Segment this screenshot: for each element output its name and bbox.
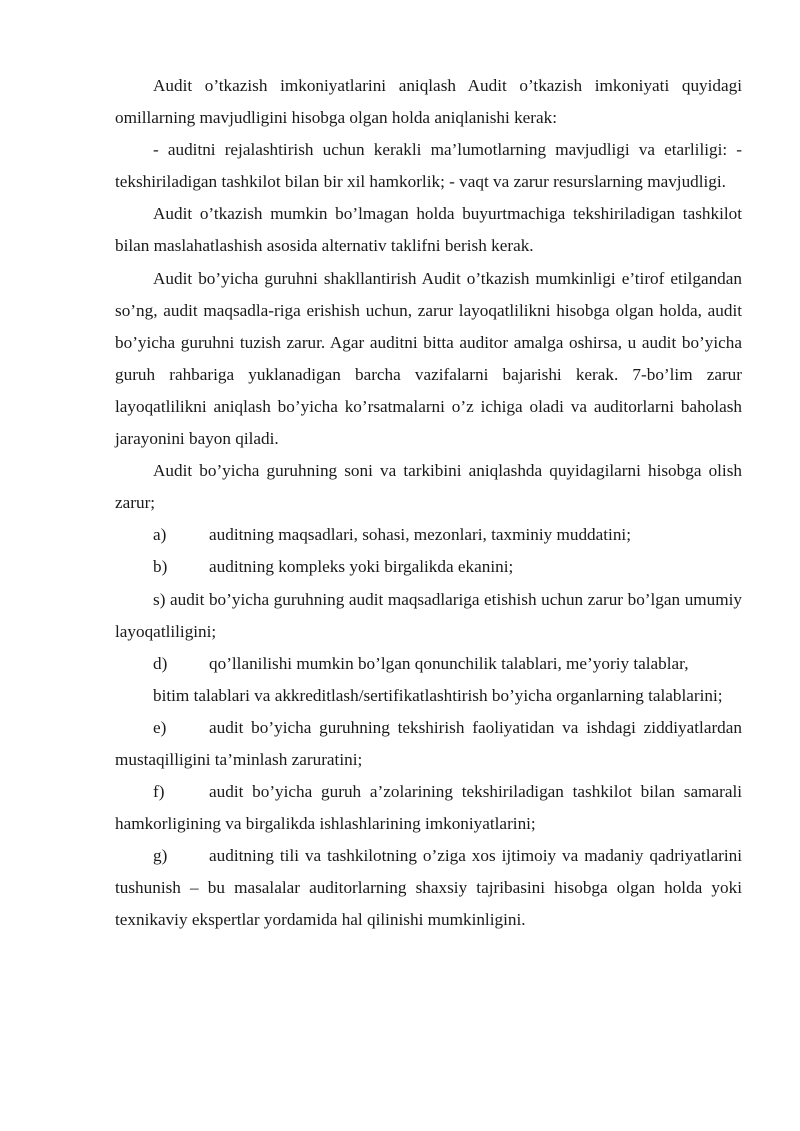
paragraph-team-composition: Audit bo’yicha guruhning soni va tarkibini aniqlashda quyidagilarni hisobga olish zarur;: [115, 461, 742, 513]
list-marker: b): [153, 557, 168, 577]
paragraph-feasibility-factors: - auditni rejalashtirish uchun kerakli ma’lumotlarning mavjudligi va etarliligi: - tekshiriladigan tashkilot bilan bir xil hamkorlik; - vaqt va zarur resurslarning mavjudligi.: [115, 140, 742, 192]
list-item-a: [115, 519, 742, 551]
list-marker: e): [153, 717, 167, 737]
list-item-d: [115, 648, 742, 680]
list-item-f: [115, 776, 742, 840]
list-marker: g): [153, 846, 168, 866]
list-marker: f): [153, 782, 165, 802]
list-item-text: auditning tili va tashkilotning o’ziga xos ijtimoiy va madaniy qadriyatlarini tushunish – bu masalalar auditorlarning shaxsiy tajribasini hisobga olgan holda yoki texnikaviy ekspertlar yordamida hal qilinishi mumkinligini.: [115, 846, 742, 930]
list-item-g: [115, 840, 742, 936]
list-item-text: auditning kompleks yoki birgalikda ekanini;: [209, 557, 514, 577]
list-item-d-continued: [115, 680, 742, 712]
list-item-text: s) audit bo’yicha guruhning audit maqsadlariga etishish uchun zarur bo’lgan umumiy layoqatliligini;: [115, 589, 742, 641]
list-item-text: auditning maqsadlari, sohasi, mezonlari, taxminiy muddatini;: [209, 525, 631, 545]
list-marker: a): [153, 525, 167, 545]
list-item-b: [115, 551, 742, 583]
document-page: [115, 70, 742, 937]
list-item-text: qo’llanilishi mumkin bo’lgan qonunchilik talablari, me’yoriy talablar,: [209, 653, 689, 673]
paragraph-audit-feasibility: Audit o’tkazish imkoniyatlarini aniqlash Audit o’tkazish imkoniyati quyidagi omillarning mavjudligini hisobga olgan holda aniqlanishi kerak:: [115, 76, 742, 128]
list-marker: d): [153, 653, 168, 673]
list-item-s: [115, 584, 742, 648]
paragraph-alternative-proposal: Audit o’tkazish mumkin bo’lmagan holda buyurtmachiga tekshiriladigan tashkilot bilan maslahatlashish asosida alternativ taklifni berish kerak.: [115, 204, 742, 256]
list-item-text: audit bo’yicha guruhning tekshirish faoliyatidan va ishdagi ziddiyatlardan mustaqilligini ta’minlash zaruratini;: [115, 717, 742, 769]
list-item-text: bitim talablari va akkreditlash/sertifikatlashtirish bo’yicha organlarning talablarini;: [153, 685, 723, 705]
list-item-e: [115, 712, 742, 776]
list-item-text: audit bo’yicha guruh a’zolarining tekshiriladigan tashkilot bilan samarali hamkorligining va birgalikda ishlashlarining imkoniyatlarini;: [115, 782, 742, 834]
paragraph-team-formation: Audit bo’yicha guruhni shakllantirish Audit o’tkazish mumkinligi e’tirof etilgandan so’ng, audit maqsadla-riga erishish uchun, zarur layoqatlilikni hisobga olgan holda, audit bo’yicha guruhni tuzish zarur. Agar auditni bitta auditor amalga oshirsa, u audit bo’yicha guruh rahbariga yuklanadigan barcha vazifalarni bajarishi kerak. 7-bo’lim zarur layoqatlilikni aniqlash bo’yicha ko’rsatmalarni o’z ichiga oladi va auditorlarni baholash jarayonini bayon qiladi.: [115, 268, 742, 449]
